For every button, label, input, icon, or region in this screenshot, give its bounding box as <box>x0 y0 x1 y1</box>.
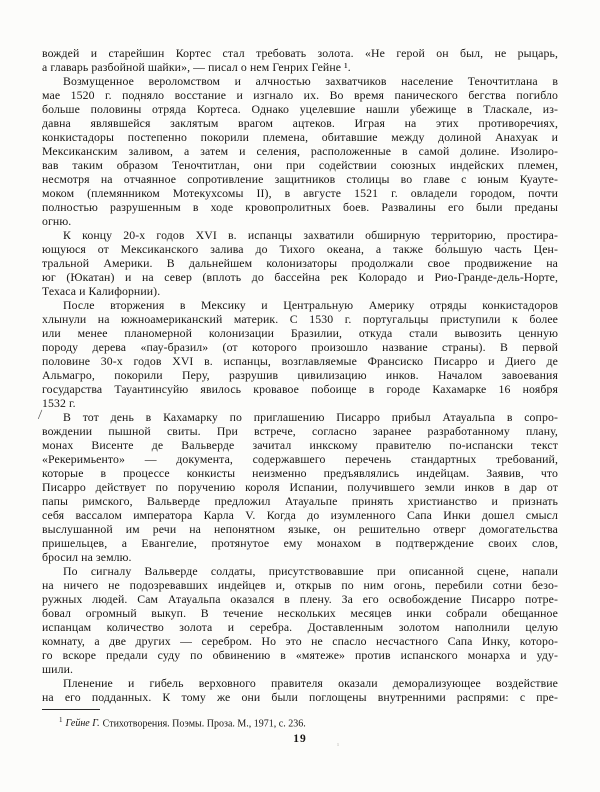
page-number: 19 <box>293 733 307 745</box>
text-line: которые в процессе конкисты неизменно предъявлялись индейцам. Заявив, что <box>42 466 558 480</box>
text-line: комнату, а две других — серебром. Но это не спасло несчастного Сапа Инку, которо- <box>42 634 558 648</box>
text-line: пришельцев, а Евангелие, протянутое ему монахом в подтверждение своих слов, <box>42 536 558 550</box>
footnote-marker: 1 <box>59 716 63 724</box>
text-line: хлынули на южноамериканский материк. С 1530 г. португальцы приступили к более <box>42 312 558 326</box>
text-line: бросил на землю. <box>42 550 132 564</box>
text-line: государства Тауантинсуйю явилось кровавое побоище в городе Кахамарке 16 ноября <box>42 382 558 396</box>
text-line: Альмагро, покорили Перу, разрушив цивилизацию инков. Началом завоевания <box>42 368 558 382</box>
text-line: бовал огромный выкуп. В течение нескольких месяцев инки собрали обещанное <box>42 606 558 620</box>
text-line: ющуюся от Мексиканского залива до Тихого океана, а также бо́льшую часть Цен- <box>42 242 558 256</box>
text-line: выслушанной им речи на непонятном языке, он решительно отверг домогательства <box>42 522 558 536</box>
text-line: В тот день в Кахамарку по приглашению Писарро прибыл Атауальпа в сопро- <box>63 410 558 424</box>
text-line: монах Висенте де Вальверде зачитал инкскому правителю по-испански текст <box>42 438 558 452</box>
text-line: Возмущенное вероломством и алчностью захватчиков население Теночтитлана в <box>63 74 558 88</box>
text-line: моком (племянником Мотекухсомы II), в августе 1521 г. овладели городом, почти <box>42 186 558 200</box>
text-line: больше половины отряда Кортеса. Однако уцелевшие нашли убежище в Тласкале, из- <box>42 102 558 116</box>
text-line: Писарро действует по поручению короля Испании, получившего земли инков в дар от <box>42 480 558 494</box>
text-line: полностью разрушенным в ходе кровопролитных боев. Развалины его были преданы <box>42 200 558 214</box>
footnote-separator <box>42 709 100 710</box>
text-line: на его подданных. К тому же они были поглощены внутренними распрями: с пре- <box>42 690 558 704</box>
text-line: вождей и старейшин Кортес стал требовать золота. «Не герой он был, не рыцарь, <box>42 46 558 60</box>
text-line: испанцам количество золота и серебра. Доставленным золотом наполнили целую <box>42 620 558 634</box>
text-line: половине 30-х годов XVI в. испанцы, возглавляемые Франсиско Писарро и Диего де <box>42 354 558 368</box>
text-line: ружных людей. Сам Атауальпа оказался в плену. За его освобождение Писарро потре- <box>42 592 558 606</box>
text-line: Пленение и гибель верховного правителя оказали деморализующее воздействие <box>63 676 558 690</box>
text-line: породу дерева «пау-бразил» (от которого произошло название страны). В первой <box>42 340 558 354</box>
footnote-text: Стихотворения. Поэмы. Проза. М., 1971, с. 236. <box>102 718 306 730</box>
footnote-author: Гейне Г. <box>65 718 100 730</box>
text-line: а главарь разбойной шайки», — писал о нем Генрих Гейне ¹. <box>42 60 351 74</box>
text-line: папы римского, Вальверде предложил Атауальпе принять христианство и признать <box>42 494 558 508</box>
text-line: на ничего не подозревавших индейцев и, открыв по ним огонь, перебили сотни безо- <box>42 578 558 592</box>
text-line: огню. <box>42 214 72 228</box>
text-line: шили. <box>42 662 74 676</box>
text-line: мае 1520 г. подняло восстание и изгнало их. Во время панического бегства погибло <box>42 88 558 102</box>
margin-annotation-mark: / <box>37 407 43 424</box>
text-line: Техаса и Калифорнии). <box>42 284 161 298</box>
scan-artifact: ¹ <box>337 742 340 750</box>
text-line: После вторжения в Мексику и Центральную Америку отряды конкистадоров <box>63 298 558 312</box>
text-line: Мексиканским заливом, а затем и селения, расположенные в самой долине. Изолиро- <box>42 144 558 158</box>
text-line: тральной Америки. В дальнейшем колонизаторы продолжали свое продвижение на <box>42 256 558 270</box>
text-line: По сигналу Вальверде солдаты, присутствовавшие при описанной сцене, напали <box>63 564 558 578</box>
text-line: юг (Юкатан) и на север (вплоть до бассейна рек Колорадо и Рио-Гранде-дель-Норте, <box>42 270 558 284</box>
text-line: конкистадоры постепенно покорили племена, обитавшие между долиной Анахуак и <box>42 130 558 144</box>
text-line: «Рекеримьенто» — документа, содержавшего перечень стандартных требований, <box>42 452 558 466</box>
text-line: 1532 г. <box>42 396 76 410</box>
text-line: вождении пышной свиты. При встрече, согласно заранее разработанному плану, <box>42 424 558 438</box>
body-text <box>42 46 558 704</box>
text-line: го вскоре предали суду по обвинению в «мятеже» против испанского монарха и уду- <box>42 648 558 662</box>
text-line: несмотря на отчаянное сопротивление защитников столицы во главе с юным Куауте- <box>42 172 558 186</box>
text-line: К концу 20-х годов XVI в. испанцы захватили обширную территорию, простира- <box>63 228 558 242</box>
text-line: или менее планомерной колонизации Бразилии, откуда стали вывозить ценную <box>42 326 558 340</box>
footnote <box>42 714 558 730</box>
text-line: вав таким образом Теночтитлан, они при содействии союзных индейских племен, <box>42 158 558 172</box>
text-line: себя вассалом императора Карла V. Когда до изумленного Сапа Инки дошел смысл <box>42 508 558 522</box>
text-line: давна являвшейся заклятым врагом ацтеков. Играя на этих противоречиях, <box>42 116 558 130</box>
